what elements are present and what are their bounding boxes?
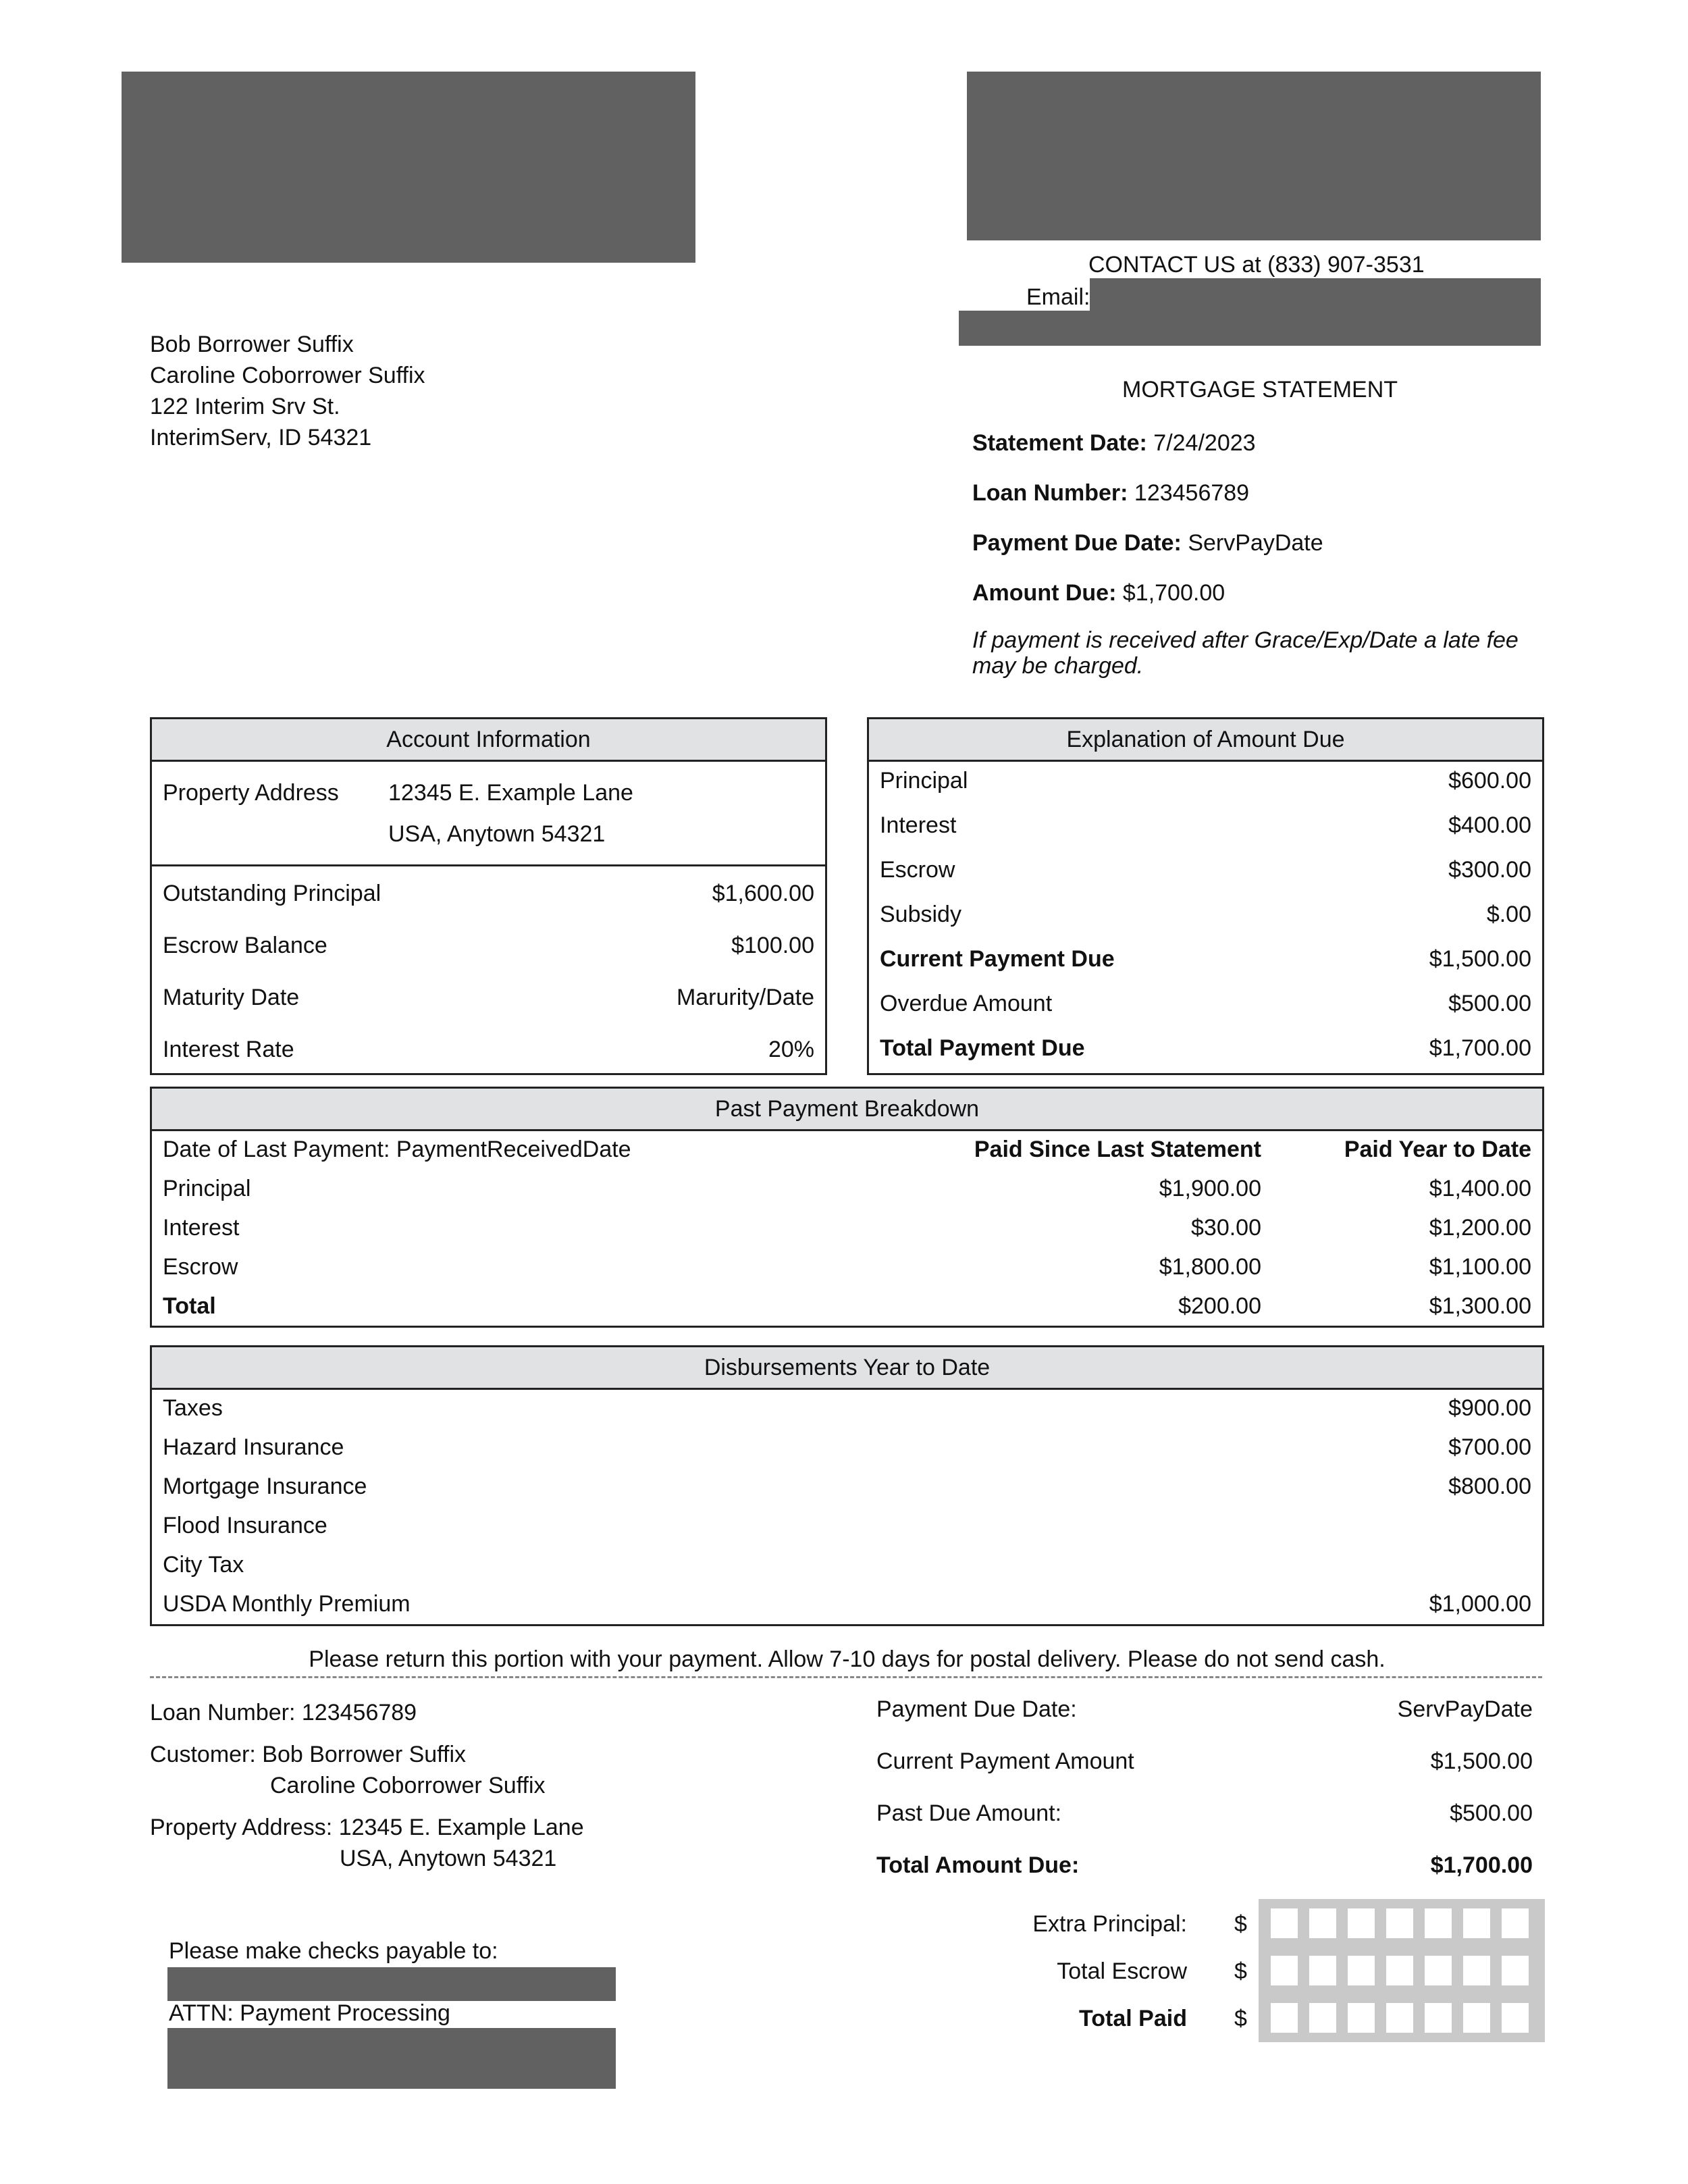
- redacted-servicer-info: [967, 72, 1541, 240]
- past-payment-row: Interest $30.00 $1,200.00: [163, 1215, 1531, 1241]
- checks-payable-label: Please make checks payable to:: [169, 1938, 498, 1964]
- past-payment-row: Principal $1,900.00 $1,400.00: [163, 1176, 1531, 1201]
- past-payment-total-row: Total $200.00 $1,300.00: [163, 1293, 1531, 1319]
- total-payment-due-row: Total Payment Due $1,700.00: [880, 1035, 1531, 1061]
- amount-entry-cell[interactable]: [1348, 2003, 1375, 2033]
- redacted-logo: [122, 72, 695, 263]
- past-payment-row: Escrow $1,800.00 $1,100.00: [163, 1254, 1531, 1280]
- explanation-row: Escrow $300.00: [880, 857, 1531, 883]
- explanation-row: Subsidy $.00: [880, 902, 1531, 927]
- property-address-label: Property Address: [163, 780, 339, 806]
- divider: [152, 864, 825, 866]
- redacted-remit-address: [167, 2028, 616, 2089]
- coupon-property-2: USA, Anytown 54321: [340, 1846, 557, 1871]
- amount-entry-cell[interactable]: [1309, 1956, 1336, 1985]
- property-address-line1: 12345 E. Example Lane: [388, 780, 633, 806]
- disbursement-row: USDA Monthly Premium $1,000.00: [163, 1591, 1531, 1617]
- amount-entry-cell[interactable]: [1271, 2003, 1298, 2033]
- explanation-box: [867, 717, 1544, 1075]
- amount-entry-cell[interactable]: [1425, 1956, 1452, 1985]
- late-fee-note: If payment is received after Grace/Exp/Date a late fee: [972, 627, 1519, 653]
- disbursements-box: [150, 1345, 1544, 1626]
- tear-line: [150, 1676, 1542, 1678]
- account-information-box: [150, 717, 827, 1075]
- coupon-due-row: Current Payment Amount $1,500.00: [876, 1748, 1533, 1774]
- email-label: Email:: [1026, 284, 1090, 310]
- amount-entry-cell[interactable]: [1463, 1908, 1490, 1938]
- past-payment-header: Past Payment Breakdown: [152, 1089, 1542, 1131]
- amount-entry-cell[interactable]: [1425, 1908, 1452, 1938]
- property-address-line2: USA, Anytown 54321: [388, 821, 606, 847]
- contact-line: [1088, 249, 1425, 280]
- amount-entry-cell[interactable]: [1386, 1956, 1413, 1985]
- coupon-property: Property Address: 12345 E. Example Lane: [150, 1815, 584, 1840]
- statement-date: Statement Date: 7/24/2023: [972, 430, 1256, 456]
- currency-symbol: $: [1234, 2006, 1247, 2031]
- amount-entry-cell[interactable]: [1271, 1956, 1298, 1985]
- amount-entry-cell[interactable]: [1348, 1908, 1375, 1938]
- amount-entry-cell[interactable]: [1386, 2003, 1413, 2033]
- total-escrow-label: Total Escrow: [1057, 1958, 1187, 1984]
- redacted-email: [1090, 278, 1541, 312]
- coupon-due-row: Past Due Amount: $500.00: [876, 1800, 1533, 1826]
- attn-line: ATTN: Payment Processing: [169, 2000, 450, 2026]
- total-paid-label: Total Paid: [1079, 2006, 1187, 2031]
- recipient-line: InterimServ, ID 54321: [150, 425, 372, 450]
- amount-entry-cell[interactable]: [1309, 1908, 1336, 1938]
- account-row: Escrow Balance $100.00: [163, 933, 814, 958]
- disbursement-row: Taxes $900.00: [163, 1395, 1531, 1421]
- currency-symbol: $: [1234, 1911, 1247, 1937]
- last-payment-date: Date of Last Payment: PaymentReceivedDate: [163, 1137, 631, 1162]
- amount-entry-cell[interactable]: [1502, 2003, 1529, 2033]
- coupon-instructions: Please return this portion with your payment. Allow 7-10 days for postal delivery. Please do not send cash.: [309, 1646, 1386, 1672]
- coupon-customer: Customer: Bob Borrower Suffix: [150, 1742, 467, 1767]
- late-fee-note-2: may be charged.: [972, 653, 1144, 679]
- amount-entry-cell[interactable]: [1502, 1908, 1529, 1938]
- paid-since-header: Paid Since Last Statement: [974, 1137, 1261, 1162]
- disbursement-row: Mortgage Insurance $800.00: [163, 1474, 1531, 1499]
- paid-ytd-header: Paid Year to Date: [1344, 1137, 1531, 1162]
- explanation-row: Principal $600.00: [880, 768, 1531, 794]
- disbursement-row: Hazard Insurance $700.00: [163, 1434, 1531, 1460]
- explanation-row: Overdue Amount $500.00: [880, 991, 1531, 1016]
- coupon-due-row: Payment Due Date: ServPayDate: [876, 1696, 1533, 1722]
- property-address-row: [163, 777, 814, 808]
- account-information-header: Account Information: [152, 719, 825, 762]
- redacted-email-2: [959, 311, 1541, 346]
- coupon-loan-number: Loan Number: 123456789: [150, 1700, 417, 1725]
- amount-entry-cell[interactable]: [1463, 2003, 1490, 2033]
- amount-entry-cell[interactable]: [1271, 1908, 1298, 1938]
- past-payment-box: [150, 1087, 1544, 1328]
- past-payment-header-row: [163, 1134, 1531, 1165]
- coupon-total-due-row: Total Amount Due: $1,700.00: [876, 1852, 1533, 1878]
- account-row: Maturity Date Marurity/Date: [163, 985, 814, 1010]
- amount-due: Amount Due: $1,700.00: [972, 580, 1225, 606]
- account-row: Interest Rate 20%: [163, 1037, 814, 1062]
- current-payment-due-row: Current Payment Due $1,500.00: [880, 946, 1531, 972]
- amount-entry-cell[interactable]: [1502, 1956, 1529, 1985]
- amount-entry-cell[interactable]: [1425, 2003, 1452, 2033]
- explanation-header: Explanation of Amount Due: [869, 719, 1542, 762]
- loan-number: Loan Number: 123456789: [972, 480, 1250, 506]
- extra-principal-label: Extra Principal:: [1032, 1911, 1187, 1937]
- contact-label: CONTACT US: [1088, 252, 1236, 278]
- account-row: Outstanding Principal $1,600.00: [163, 881, 814, 906]
- disbursement-row: City Tax: [163, 1552, 244, 1578]
- disbursement-row: Flood Insurance: [163, 1513, 327, 1538]
- statement-title: MORTGAGE STATEMENT: [1122, 377, 1398, 402]
- currency-symbol: $: [1234, 1958, 1247, 1984]
- amount-entry-cell[interactable]: [1309, 2003, 1336, 2033]
- amount-entry-cell[interactable]: [1386, 1908, 1413, 1938]
- payment-due-date: Payment Due Date: ServPayDate: [972, 530, 1323, 556]
- coupon-customer-2: Caroline Coborrower Suffix: [270, 1773, 546, 1798]
- amount-entry-grid: [1259, 1899, 1545, 2042]
- recipient-line: Bob Borrower Suffix: [150, 332, 354, 357]
- amount-entry-cell[interactable]: [1348, 1956, 1375, 1985]
- recipient-line: Caroline Coborrower Suffix: [150, 363, 425, 388]
- contact-phone: at (833) 907-3531: [1242, 252, 1425, 278]
- disbursements-header: Disbursements Year to Date: [152, 1347, 1542, 1390]
- amount-entry-cell[interactable]: [1463, 1956, 1490, 1985]
- redacted-payee: [167, 1967, 616, 2001]
- explanation-row: Interest $400.00: [880, 812, 1531, 838]
- recipient-line: 122 Interim Srv St.: [150, 394, 340, 419]
